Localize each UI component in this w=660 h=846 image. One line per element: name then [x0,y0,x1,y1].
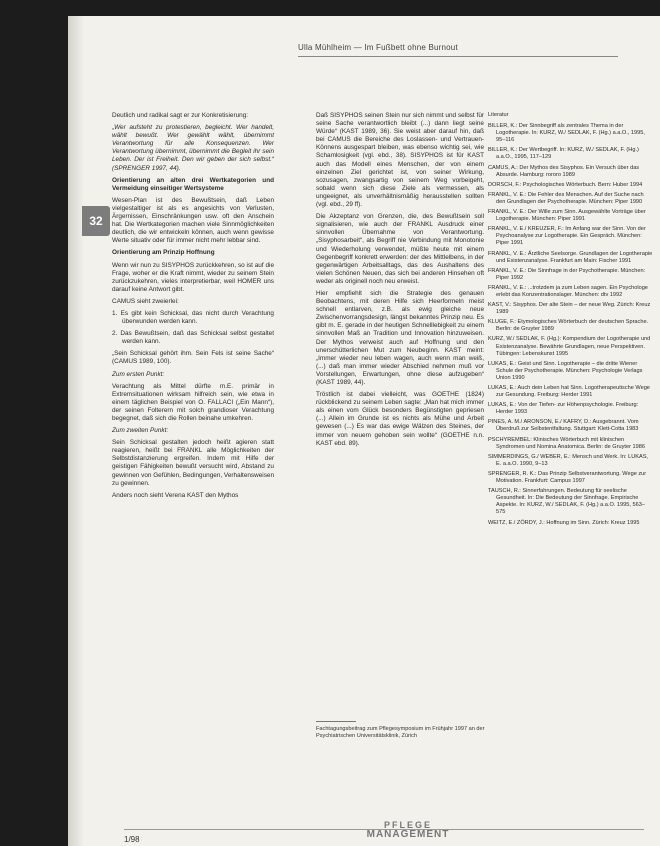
document-page [68,16,660,846]
quote-paragraph: „Wer aufsteht zu protestieren, begleicht. Wer handelt, wählt bewußt. Wer gewählt wählt, übernimmt Verantwortung für alle Konsequenzen. Wer Verantwortung übernimmt, übernimmt die Begleit ihr sein Leben. Der ist Freiheit. Den wir geben der sich selbst.“ (SPRENGER 1997, 44). [112,124,274,172]
reference-entry: KLUGE, F.: Etymologisches Wörterbuch der deutschen Sprache. Berlin: de Gruyter 1989 [488,319,649,333]
body-paragraph: Hier empfiehlt sich die Strategie des genauen Beobachtens, mit deren Hilfe sich Heerformeln meist schnell entlarven, z.B. als ewig gleiche neue Zwischenvorrangsdesign, längst bekanntes Prinzip neu. Es gibt m. E. gerade in der heutigen Schnelllebigkeit zu einem sinnvollen Maß an Tradition und Innovation hinzuweisen. Der Mythos verweist auch auf Hoffnung und den unerschütterlichen Mut zum Neubeginn. KAST meint: „Immer wieder neu leben wagen, auch wenn man weiß, (...) daß man immer wieder Abschied nehmen muß vor Vorstellungen, Erwartungen, ohne diese aufzugeben“ (KAST 1989, 44). [316,289,484,386]
body-paragraph: Tröstlich ist dabei vielleicht, was GOETHE (1824) rückblickend zu seinem Leben sagte: „Man hat mich immer als einen vom Glück besonders Begünstigten gepriesen (...) Allein im Grunde ist es nichts als Mühe und Arbeit gewesen (...) Es war das ewige Wälzen des Steines, der immer von neuem gehoben sein wollte“ (GOETHE n.n. KAST ebd. 89). [316,391,484,447]
body-paragraph: Wesen-Plan ist des Bewußtsein, daß Leben vielgestaltiger ist als es angesichts von Verlusten, Ärgernissen, Einschränkungen usw. oft den Anschein hat. Die Wertkategorien machen viele Sinnmöglichkeiten deutlich, die wir entwickeln können, auch wenn gewisse Werte situativ oder für immer nicht mehr lebbar sind. [112,196,274,245]
reference-entry: SIMMERDINGS, G./ WEBER, E.: Mensch und Werk. In: LUKAS, E. a.a.O. 1990, 9–13 [488,453,648,467]
reference-entry: FRANKL, V. E.: ...trotzdem ja zum Leben sagen. Ein Psychologe erlebt das Konzentrationslager. München: dtv 1992 [488,284,648,298]
reference-entry: TAUSCH, R.: Sinnerfahrungen. Bedeutung für seelische Gesundheit. In: Die Bedeutung der Sinnfrage. Empirische Aspekte. In: KURZ, W./ SEDLAK, F. (Hg.) a.a.O. 1995, 563–575 [488,488,645,516]
body-paragraph: Anders noch sieht Verena KAST den Mythos [112,491,239,499]
header-rule [298,56,618,57]
reference-entry: FRANKL, V. E.: Die Sinnfrage in der Psychotherapie. München: Piper 1992 [488,267,646,281]
body-paragraph: Wenn wir nun zu SISYPHOS zurückkehren, so ist auf die Frage, woher er die Kraft nimmt, wieder zu seinem Stein zurückzukehren, vieles interpretierbar, weil HOMER uns darauf keine Antwort gibt. [112,261,274,293]
reference-entry: LUKAS, E.: Geist und Sinn. Logotherapie – die dritte Wiener Schule der Psychotherapie. München: Psychologie Verlags Union 1990 [488,360,643,381]
literature-heading: Literatur [488,112,509,118]
running-head: Ulla Mühlheim — Im Fußbett ohne Burnout [298,43,458,52]
reference-entry: SPRENGER, R. K.: Das Prinzip Selbstverantwortung. Wege zur Motivation. Frankfurt: Campus 1997 [488,470,647,485]
section-heading: Orientierung am Prinzip Hoffnung [112,249,215,257]
reference-entry: PSCHYREMBEL: Klinisches Wörterbuch mit klinischen Syndromen und Nomina Anatomica. Berlin: de Gruyter 1986 [488,436,645,450]
reference-entry: LUKAS, E.: Auch dein Leben hat Sinn. Logotherapeutische Wege zur Gesundung. Freiburg: Herder 1991 [488,385,650,399]
literature-column [488,112,654,530]
journal-logo [338,821,478,839]
list-item: 2. Das Bewußtsein, daß das Schicksal selbst gestaltet werden kann. [112,330,274,346]
reference-entry: DORSCH, F.: Psychologisches Wörterbuch. Bern: Huber 1994 [488,181,643,188]
body-paragraph: Sein Schicksal gestalten jedoch heißt agieren statt reagieren, heißt bei FRANKL alle Möglichkeiten der Selbstdistanzierung ergreifen. Indem mit Hilfe der geistigen Fähigkeiten bewußt versucht wird, Abstand zu gewinnen von Gefühlen, Bedingungen, Verhaltensweisen zu gewinnen. [112,439,275,487]
logo-line-2: MANAGEMENT [366,829,450,840]
reference-entry: KURZ, W./ SEDLAK, F. (Hg.): Kompendium der Logotherapie und Existenzanalyse. Bewährte Grundlagen, neue Perspektiven. Tübingen: Lebenskunst 1995 [488,336,651,357]
reference-entry: FRANKL, V. E.: Die Fehler des Menschen. Auf der Suche nach den Grundlagen der Psychotherapie. München: Piper 1990 [488,191,644,205]
reference-entry: FRANKL, V. E./ KREUZER, F.: Im Anfang war der Sinn. Von der Psychoanalyse zur Logotherapie. Ein Gespräch. München: Piper 1991 [488,226,646,247]
reference-entry: FRANKL, V. E.: Der Wille zum Sinn. Ausgewählte Vorträge über Logotherapie. München: Piper 1991 [488,209,646,223]
logo-line-1: PFLEGE [383,820,432,830]
footnote: Fachtagungsbeitrag zum Pflegesymposium im Frühjahr 1997 an der Psychiatrischen Universitätsklinik, Zürich [316,726,485,740]
quote-paragraph: Zum zweiten Punkt: [112,427,169,435]
reference-list [488,123,654,527]
section-heading: Orientierung an alten drei Wertkategorien und Vermeidung einseitiger Wertsysteme [112,176,274,192]
reference-entry: BILLER, K.: Der Wertbegriff. In: KURZ, W./ SEDLAK, F. (Hg.) a.a.O., 1995, 117–129 [488,147,639,161]
reference-entry: BILLER, K.: Der Sinnbegriff als zentrales Thema in der Logotherapie. In: KURZ, W./ SEDLAK, F. (Hg.) a.a.O., 1995, 95–116 [488,123,645,144]
body-paragraph: Deutlich und radikal sagt er zur Konkretisierung: [112,112,249,119]
body-paragraph: Daß SISYPHOS seinen Stein nur sich nimmt und selbst für seine Sache verantwortlich bleibt (...) dann liegt seine Würde“ (KAST 1989, 36). Sie weist aber darauf hin, daß bei CAMUS die Bereiche des Loslassen- und Vertrauen-Könnens ausgespart bleiben, was ebenso wichtig sei, wie Schamlosigkeit (vgl. ebd., 38). SISYPHOS ist für KAST auch das Modell eines Menschen, der von einem einzelnen Ziel gerichtet ist, von seiner Wirkung, sozusagen, zwangsartig von seinem Weg vorbeigeht, sobald wenn sich diese Ziele als vermessen, als ungeeignet, als unverhältnismäßig herausstellen sollten (vgl. ebd., 29 ff). [316,112,484,209]
reference-entry: WEITZ, E./ ZÖRDY, J.: Hoffnung im Sinn. Zürich: Kreuz 1995 [488,519,640,526]
quote-paragraph: Zum ersten Punkt: [112,370,165,378]
reference-entry: FRANKL, V. E.: Ärztliche Seelsorge. Grundlagen der Logotherapie und Existenzanalyse. Frankfurt am Main: Fischer 1991 [488,250,653,264]
reference-entry: PINES, A. M./ ARONSON, E./ KAFRY, D.: Ausgebrannt. Vom Überdruß zur Selbstentfaltung. Stuttgart: Klett-Cotta 1983 [488,419,639,433]
body-paragraph: CAMUS sieht zweierlei: [112,297,179,305]
page-number: 1/98 [124,835,140,844]
body-paragraph: „Sein Schicksal gehört ihm. Sein Fels ist seine Sache“ (CAMUS 1989, 100). [112,350,274,366]
list-item: 1. Es gibt kein Schicksal, das nicht durch Verachtung überwunden werden kann. [112,309,274,326]
text-column-1 [112,112,274,504]
reference-entry: CAMUS, A.: Der Mythos des Sisyphos. Ein Versuch über das Absurde. Hamburg: rororo 1989 [488,164,640,178]
text-column-2 [316,112,484,452]
body-paragraph: Die Akzeptanz von Grenzen, die, des Bewußtsein soll signalisieren, wie auch der FRANKL Ausdruck einer sinnvollen Übernahme von Verantwortung. „Sisyphosarbeit“, als Begriff nie Verbindung mit Monotonie und Wiederholung verwendet, müßte heute mit einem Gegenbegriff konkrett erwerden: der des Mittlelbens, in der gegenwärtigen Arbeitsalltags, das des Aushaltens des vielen Schönen Neuen, das sich bei anderen Hinsehen oft weder als originell noch neu erweist. [316,213,484,285]
page-gutter-shadow [68,16,84,846]
footnote-rule [316,721,356,722]
reference-entry: LUKAS, E.: Von der Tiefen- zur Höhenpsychologie. Freiburg: Herder 1993 [488,402,639,416]
page-tab-marker: 32 [82,206,110,236]
reference-entry: KAST, V.: Sisyphos. Der alte Stein – der neue Weg. Zürich: Kreuz 1989 [488,302,651,316]
body-paragraph: Verachtung als Mittel dürfte m.E. primär in Extremsituationen wirksam hilfreich sein, wie etwa in einem täglichen Beispiel von O. FALLACI („Ein Mann“), der seinen Folterern mit solch grandioser Verachtung begegnet, daß sich die Rollen beinahe umkehren. [112,382,274,422]
